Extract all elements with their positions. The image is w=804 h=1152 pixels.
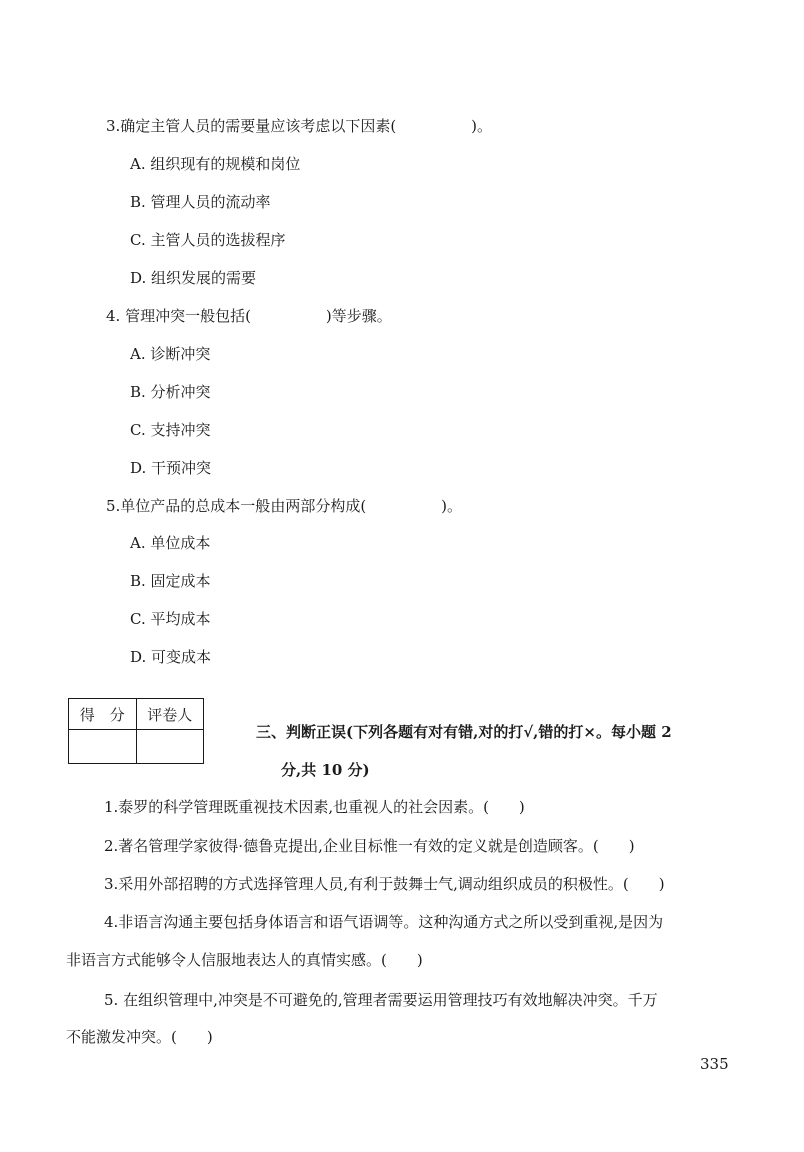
question-4-stem: 4. 管理冲突一般包括( )等步骤。	[106, 307, 392, 325]
question-4-option-d: D. 干预冲突	[130, 459, 212, 477]
question-3-option-d: D. 组织发展的需要	[130, 269, 257, 287]
section-3-heading: 三、判断正误(下列各题有对有错,对的打√,错的打×。每小题 2	[256, 723, 672, 741]
judge-item-2: 2.著名管理学家彼得·德鲁克提出,企业目标惟一有效的定义就是创造顾客。( )	[104, 837, 635, 855]
question-5-stem: 5.单位产品的总成本一般由两部分构成( )。	[106, 497, 463, 515]
judge-item-5: 5. 在组织管理中,冲突是不可避免的,管理者需要运用管理技巧有效地解决冲突。千万	[104, 991, 658, 1009]
question-5-option-d: D. 可变成本	[130, 648, 212, 666]
section-3-heading-cont: 分,共 10 分)	[281, 761, 370, 779]
question-3-option-c: C. 主管人员的选拔程序	[130, 231, 286, 249]
score-table	[68, 698, 204, 764]
question-5-option-c: C. 平均成本	[130, 610, 211, 628]
page-number: 335	[700, 1055, 729, 1073]
judge-item-4: 4.非语言沟通主要包括身体语言和语气语调等。这种沟通方式之所以受到重视,是因为	[104, 913, 664, 931]
score-label: 得 分	[69, 699, 137, 730]
grader-label: 评卷人	[136, 699, 204, 730]
question-5-option-b: B. 固定成本	[130, 572, 211, 590]
score-cell	[69, 730, 137, 764]
question-3-option-a: A. 组织现有的规模和岗位	[130, 155, 301, 173]
judge-item-4-cont: 非语言方式能够令人信服地表达人的真情实感。( )	[66, 951, 423, 969]
question-3-stem: 3.确定主管人员的需要量应该考虑以下因素( )。	[106, 117, 493, 135]
judge-item-1: 1.泰罗的科学管理既重视技术因素,也重视人的社会因素。( )	[104, 798, 525, 816]
question-5-option-a: A. 单位成本	[130, 534, 211, 552]
judge-item-3: 3.采用外部招聘的方式选择管理人员,有利于鼓舞士气,调动组织成员的积极性。( )	[104, 875, 665, 893]
question-4-option-a: A. 诊断冲突	[130, 345, 211, 363]
question-3-option-b: B. 管理人员的流动率	[130, 193, 271, 211]
judge-item-5-cont: 不能激发冲突。( )	[66, 1028, 213, 1046]
grader-cell	[136, 730, 204, 764]
question-4-option-b: B. 分析冲突	[130, 383, 211, 401]
question-4-option-c: C. 支持冲突	[130, 421, 211, 439]
